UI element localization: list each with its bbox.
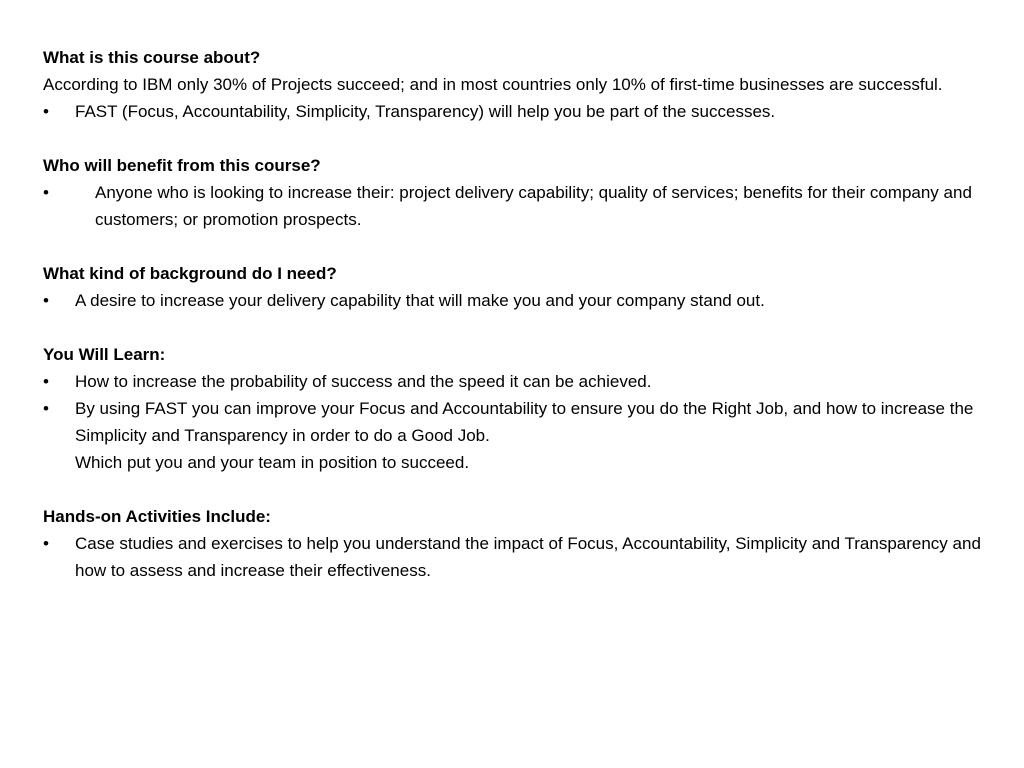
list-item-text: Anyone who is looking to increase their: project delivery capability; quality of services; benefits for their company and customers; or promotion prospects. <box>95 183 972 229</box>
list-item-text: FAST (Focus, Accountability, Simplicity, Transparency) will help you be part of the successes. <box>75 102 776 121</box>
list-item <box>43 395 984 476</box>
bullet-icon: • <box>43 183 49 202</box>
bullet-list <box>43 368 984 476</box>
list-item-continuation: Which put you and your team in position to succeed. <box>75 453 470 472</box>
section-heading: Hands-on Activities Include: <box>43 507 271 526</box>
section-heading: You Will Learn: <box>43 345 166 364</box>
bullet-icon: • <box>43 399 49 418</box>
bullet-icon: • <box>43 372 49 391</box>
section-you-will-learn <box>43 341 984 476</box>
section-who-benefits <box>43 152 984 233</box>
section-paragraph: According to IBM only 30% of Projects succeed; and in most countries only 10% of first-time businesses are successful. <box>43 75 943 94</box>
section-background <box>43 260 984 314</box>
list-item <box>43 179 984 233</box>
list-item <box>43 98 984 125</box>
list-item-text: By using FAST you can improve your Focus and Accountability to ensure you do the Right Job, and how to increase the Simplicity and Transparency in order to do a Good Job. <box>75 399 974 445</box>
section-hands-on-activities <box>43 503 984 584</box>
list-item-text: How to increase the probability of success and the speed it can be achieved. <box>75 372 652 391</box>
bullet-list <box>43 287 984 314</box>
bullet-icon: • <box>43 102 49 121</box>
section-heading: What kind of background do I need? <box>43 264 337 283</box>
bullet-list <box>43 179 984 233</box>
section-heading: What is this course about? <box>43 48 261 67</box>
list-item <box>43 530 984 584</box>
list-item-text: A desire to increase your delivery capability that will make you and your company stand out. <box>75 291 765 310</box>
bullet-icon: • <box>43 534 49 553</box>
list-item <box>43 368 984 395</box>
bullet-icon: • <box>43 291 49 310</box>
section-course-about <box>43 44 984 125</box>
section-heading: Who will benefit from this course? <box>43 156 321 175</box>
bullet-list <box>43 530 984 584</box>
bullet-list <box>43 98 984 125</box>
list-item-text: Case studies and exercises to help you understand the impact of Focus, Accountability, Simplicity and Transparency and how to assess and increase their effectiveness. <box>75 534 981 580</box>
list-item <box>43 287 984 314</box>
